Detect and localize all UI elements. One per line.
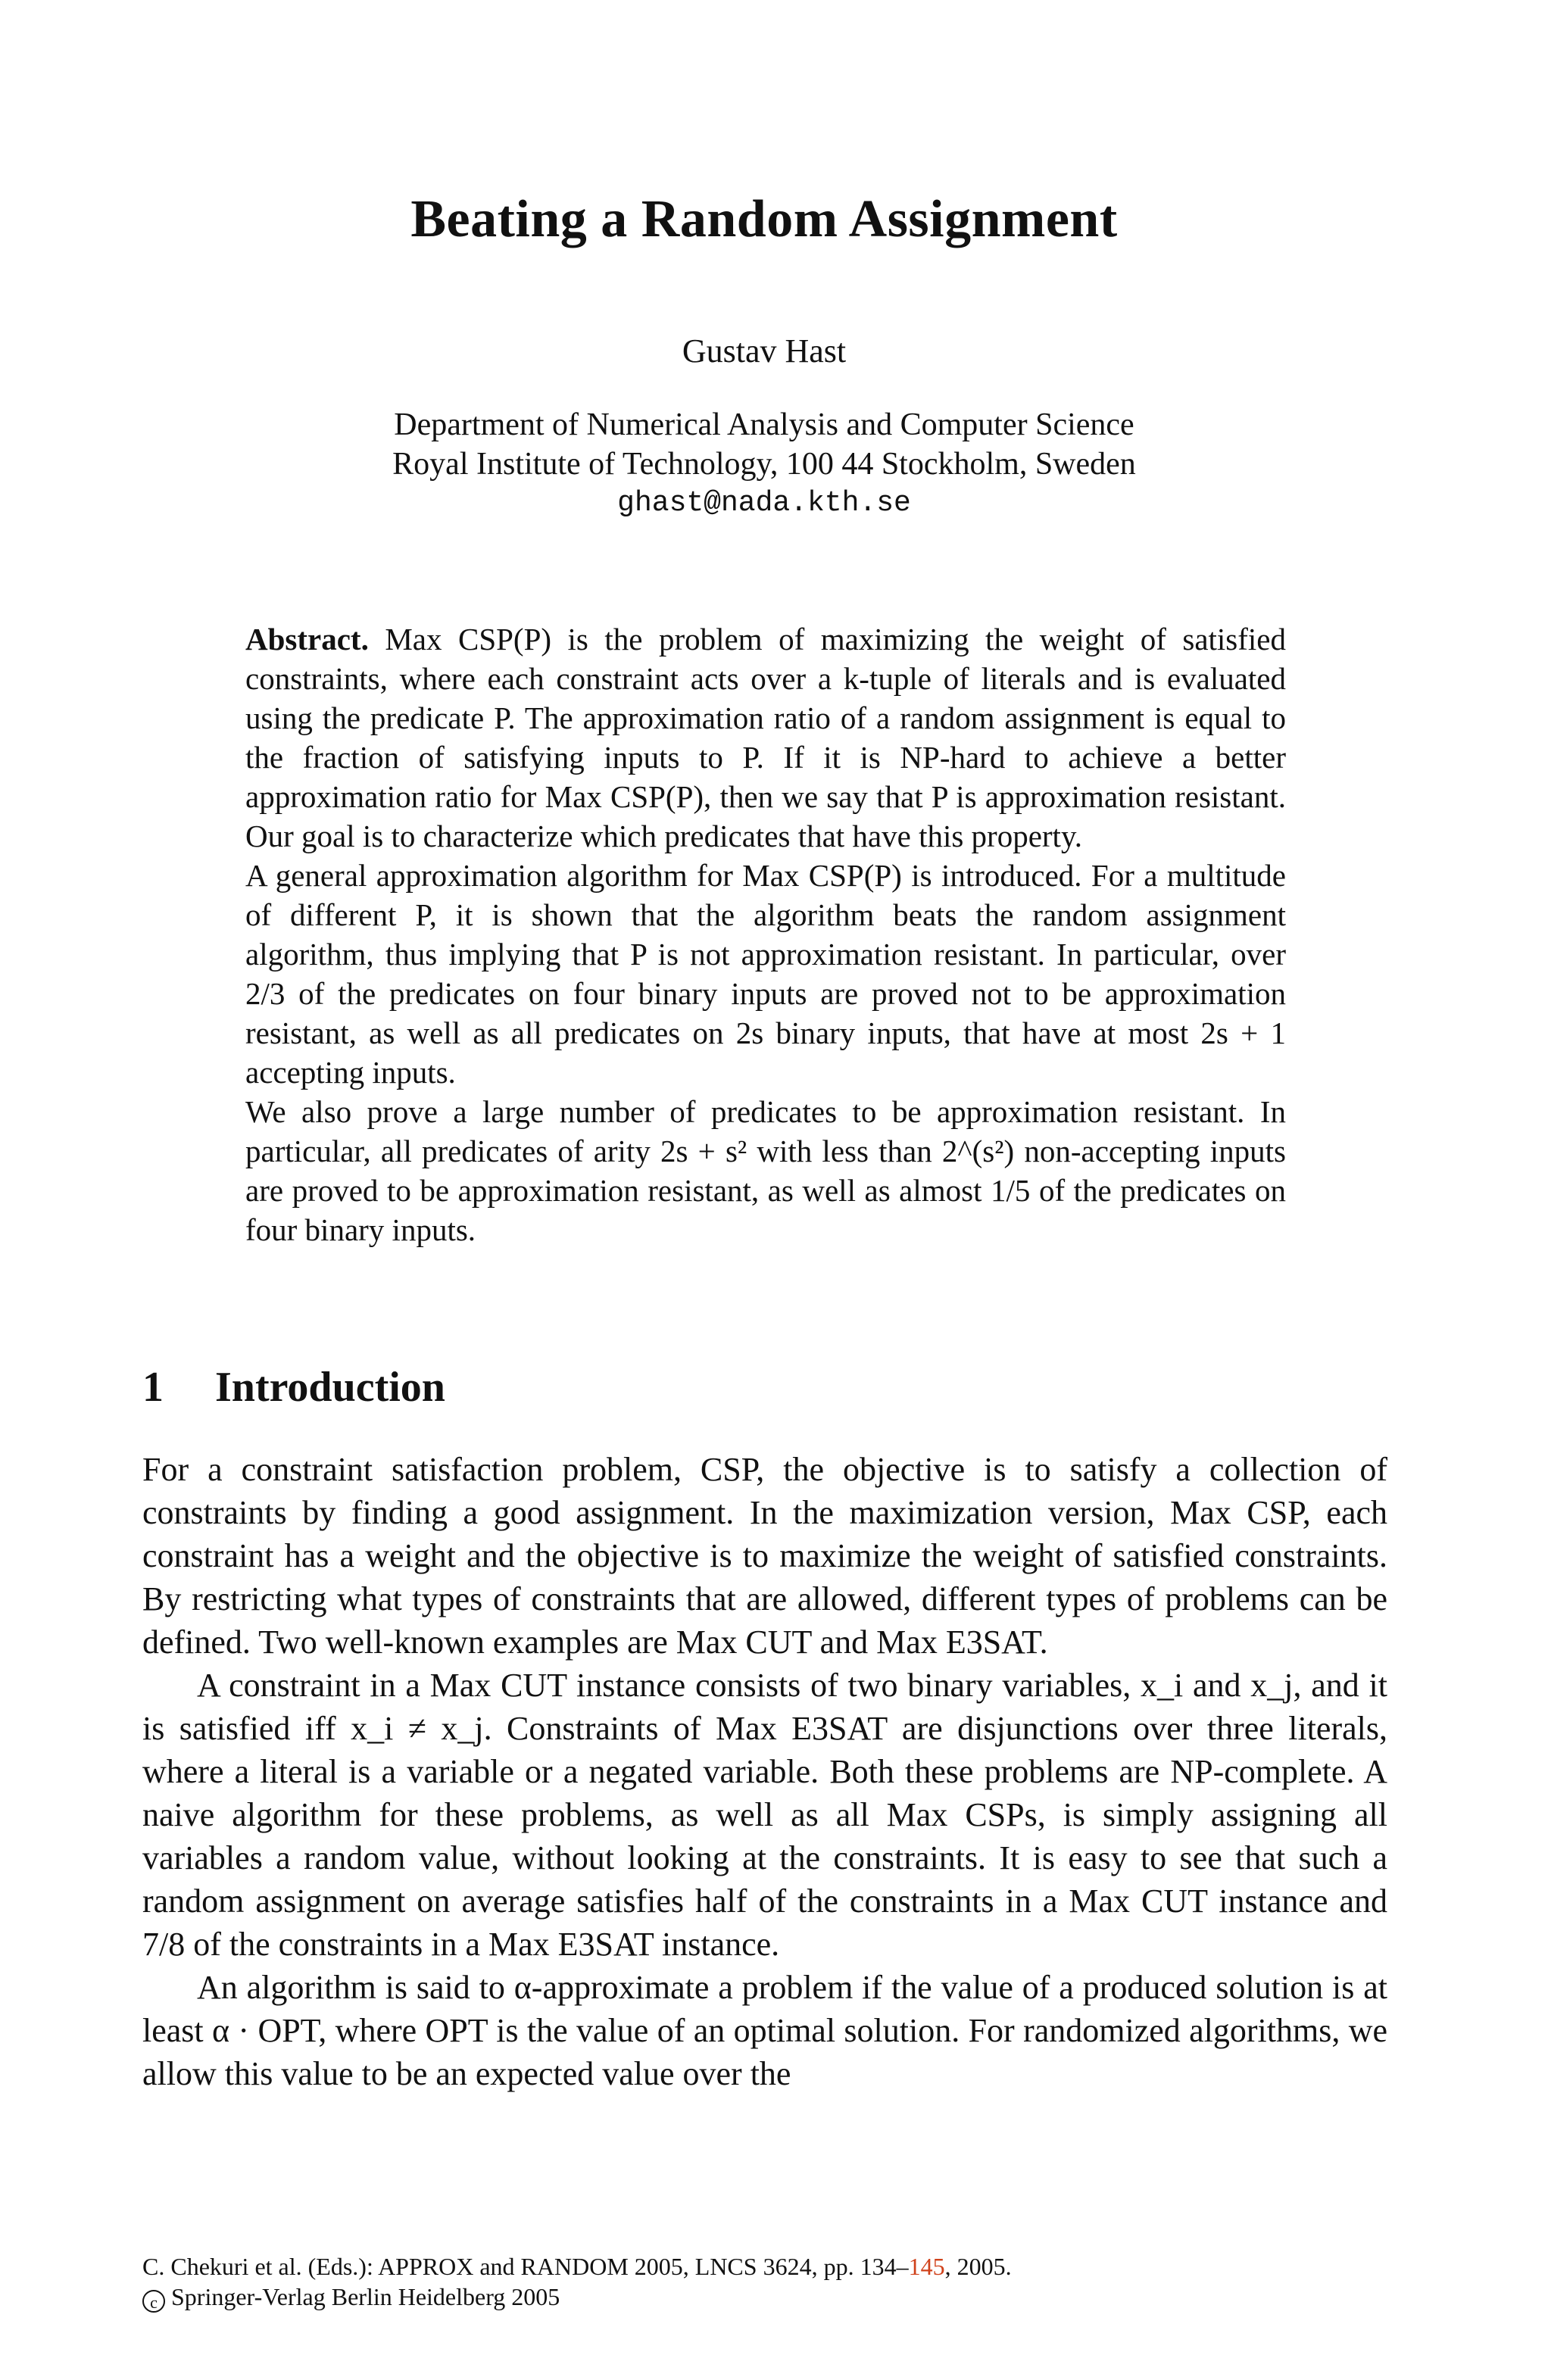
abstract-paragraph-3: We also prove a large number of predicates to be approximation resistant. In particular, all predicates of arity 2s + s² with less than 2^(s²) non-accepting inputs are proved to be approximation resistant, as well as almost 1/5 of the predicates on four binary inputs. (245, 1094, 1286, 1247)
footer-copyright (142, 2282, 1430, 2313)
footer-publisher: Springer-Verlag Berlin Heidelberg 2005 (171, 2283, 560, 2310)
abstract-paragraph-2: A general approximation algorithm for Max CSP(P) is introduced. For a multitude of different P, it is shown that the algorithm beats the random assignment algorithm, thus implying that P is not approximation resistant. In particular, over 2/3 of the predicates on four binary inputs are proved not to be approximation resistant, as well as all predicates on 2s binary inputs, that have at most 2s + 1 accepting inputs. (245, 858, 1286, 1090)
abstract (245, 619, 1286, 1249)
footer-citation (142, 2251, 1430, 2282)
body-paragraph-1: For a constraint satisfaction problem, CSP, the objective is to satisfy a collection of constraints by finding a good assignment. In the maximization version, Max CSP, each constraint has a weight and the objective is to maximize the weight of satisfied constraints. By restricting what types of constraints that are allowed, different types of problems can be defined. Two well-known examples are Max CUT and Max E3SAT. (142, 1451, 1387, 1661)
footer-citation-suffix: , 2005. (944, 2253, 1012, 2280)
footer-citation-prefix: C. Chekuri et al. (Eds.): APPROX and RANDOM 2005, LNCS 3624, pp. 134– (142, 2253, 909, 2280)
body-paragraph-2: A constraint in a Max CUT instance consists of two binary variables, x_i and x_j, and it is satisfied iff x_i ≠ x_j. Constraints of Max E3SAT are disjunctions over three literals, where a literal is a variable or a negated variable. Both these problems are NP-complete. A naive algorithm for these problems, as well as all Max CSPs, is simply assigning all variables a random value, without looking at the constraints. It is easy to see that such a random assignment on average satisfies half of the constraints in a Max CUT instance and 7/8 of the constraints in a Max E3SAT instance. (142, 1667, 1387, 1963)
section-title: Introduction (215, 1364, 445, 1411)
page-end-link[interactable]: 145 (908, 2253, 945, 2280)
body-text (142, 1448, 1387, 2095)
section-number: 1 (142, 1364, 164, 1411)
abstract-text-1: Max CSP(P) is the problem of maximizing the weight of satisfied constraints, where each constraint acts over a k-tuple of literals and is evaluated using the predicate P. The approximation ratio of a random assignment is equal to the fraction of satisfying inputs to P. If it is NP-hard to achieve a better approximation ratio for Max CSP(P), then we say that P is approximation resistant. Our goal is to characterize which predicates that have this property. (245, 622, 1286, 853)
section-heading (142, 1363, 445, 1411)
affiliation-line-1: Department of Numerical Analysis and Computer Science (394, 407, 1134, 442)
publication-footer (142, 2251, 1430, 2313)
author-name: Gustav Hast (682, 332, 847, 370)
body-paragraph-3: An algorithm is said to α-approximate a problem if the value of a produced solution is at least α · OPT, where OPT is the value of an optimal solution. For randomized algorithms, we allow this value to be an expected value over the (142, 1969, 1387, 2092)
abstract-label: Abstract. (245, 622, 369, 657)
paper-title: Beating a Random Assignment (410, 190, 1118, 248)
abstract-paragraph-1 (245, 619, 1286, 856)
author-email[interactable]: ghast@nada.kth.se (617, 487, 911, 519)
affiliation-block (0, 405, 1528, 523)
affiliation-line-2: Royal Institute of Technology, 100 44 Stockholm, Sweden (392, 447, 1136, 482)
copyright-icon: c (142, 2290, 165, 2313)
